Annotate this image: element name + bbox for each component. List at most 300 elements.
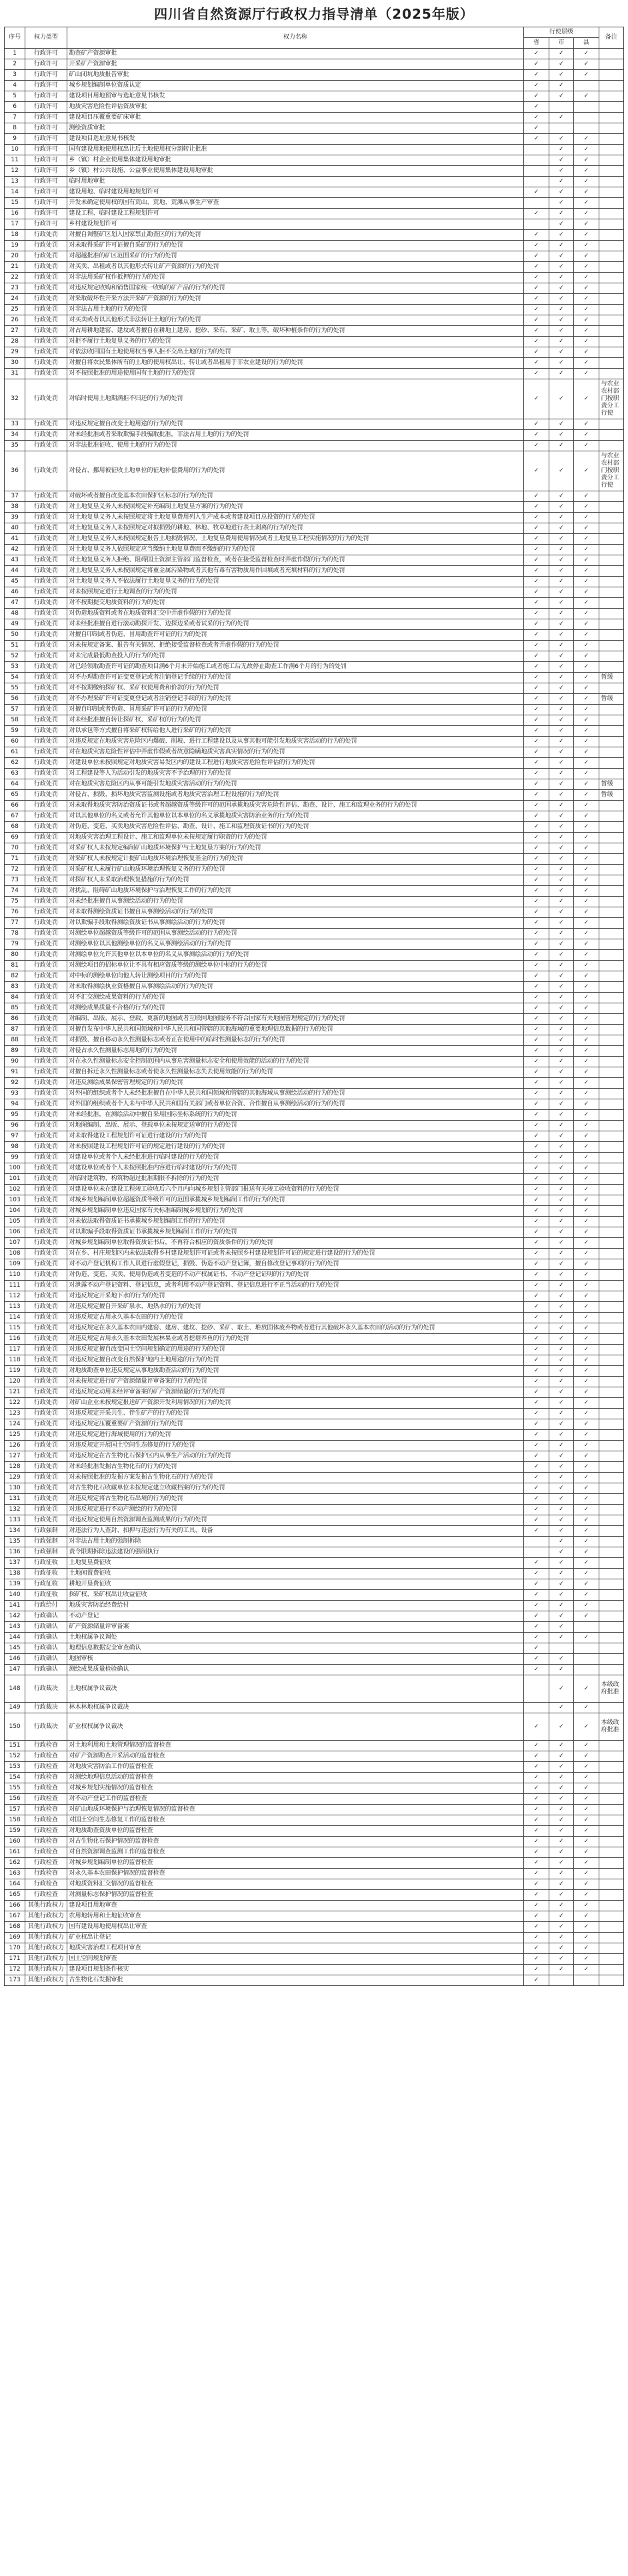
table-row <box>5 715 624 726</box>
cell-type: 行政处罚 <box>25 502 67 513</box>
cell-city: ✓ <box>549 1067 573 1078</box>
cell-name: 古生物化石发掘审批 <box>67 1975 524 1986</box>
cell-type: 行政处罚 <box>25 1366 67 1377</box>
cell-no: 168 <box>5 1922 25 1933</box>
table-row <box>5 1869 624 1879</box>
cell-no: 56 <box>5 694 25 705</box>
table-row <box>5 1773 624 1783</box>
table-row <box>5 1783 624 1794</box>
cell-note <box>599 347 623 358</box>
cell-name: 对测绘单位超越资质等级许可的范围从事测绘活动的行为的处罚 <box>67 929 524 939</box>
cell-note <box>599 1643 623 1654</box>
table-row <box>5 1227 624 1238</box>
cell-province: ✓ <box>524 1110 549 1121</box>
cell-name: 对未经批准，在测绘活动中擅自采用国际坐标系统的行为的处罚 <box>67 1110 524 1121</box>
table-row <box>5 1163 624 1174</box>
cell-type: 其他行政权力 <box>25 1954 67 1965</box>
table-row <box>5 939 624 950</box>
cell-county: ✓ <box>574 305 599 315</box>
cell-city: ✓ <box>549 1547 573 1558</box>
cell-name: 对未按规定备案、报告有关情况、拒绝接受监督检查或者弄虚作假的行为的处罚 <box>67 641 524 651</box>
cell-note <box>599 49 623 59</box>
cell-city: ✓ <box>549 875 573 886</box>
cell-type: 行政处罚 <box>25 441 67 451</box>
cell-county: ✓ <box>574 790 599 801</box>
cell-note <box>599 1975 623 1986</box>
cell-note <box>599 566 623 577</box>
cell-name: 地图审核 <box>67 1654 524 1665</box>
cell-type: 行政处罚 <box>25 971 67 982</box>
table-row <box>5 262 624 273</box>
table-row <box>5 993 624 1003</box>
table-row <box>5 971 624 982</box>
cell-no: 103 <box>5 1195 25 1206</box>
cell-county: ✓ <box>574 502 599 513</box>
cell-type: 行政强制 <box>25 1526 67 1537</box>
cell-note <box>599 1933 623 1943</box>
cell-name: 国有建设用地使用权出让审查 <box>67 1922 524 1933</box>
cell-city: ✓ <box>549 1473 573 1483</box>
cell-name: 对未经批准或者采取欺骗手段骗取批准，非法占用土地的行为的处罚 <box>67 430 524 441</box>
cell-note <box>599 1505 623 1515</box>
cell-type: 行政许可 <box>25 91 67 102</box>
cell-type: 行政检查 <box>25 1869 67 1879</box>
cell-name: 对违反规定在地质灾害危险区内爆破、削坡、进行工程建设以及从事其他可能引发地质灾害活动的行为的处罚 <box>67 737 524 747</box>
cell-no: 166 <box>5 1901 25 1911</box>
cell-province: ✓ <box>524 939 549 950</box>
table-row <box>5 451 624 491</box>
cell-name: 对以其他单位的名义或者允许其他单位以本单位的名义承揽地质灾害防治业务的行为的处罚 <box>67 811 524 822</box>
cell-province: ✓ <box>524 865 549 875</box>
table-row <box>5 1174 624 1185</box>
cell-city: ✓ <box>549 1579 573 1590</box>
table-row <box>5 523 624 534</box>
cell-note <box>599 598 623 609</box>
cell-no: 96 <box>5 1121 25 1131</box>
cell-county: ✓ <box>574 1505 599 1515</box>
cell-province: ✓ <box>524 419 549 430</box>
cell-county: ✓ <box>574 1025 599 1035</box>
cell-county: ✓ <box>574 251 599 262</box>
cell-city: ✓ <box>549 939 573 950</box>
cell-city: ✓ <box>549 513 573 523</box>
cell-note <box>599 1419 623 1430</box>
cell-name: 对未取得测绘执业资格擅自从事测绘活动的行为的处罚 <box>67 982 524 993</box>
cell-county: ✓ <box>574 91 599 102</box>
table-row <box>5 865 624 875</box>
cell-county: ✓ <box>574 1057 599 1067</box>
cell-note <box>599 145 623 155</box>
cell-province: ✓ <box>524 534 549 545</box>
cell-note <box>599 822 623 833</box>
cell-note: 暂缓 <box>599 694 623 705</box>
cell-no: 80 <box>5 950 25 961</box>
cell-county: ✓ <box>574 1826 599 1837</box>
cell-city: ✓ <box>549 1355 573 1366</box>
cell-name: 对采矿权人未按规定计提矿山地质环境治理恢复基金的行为的处罚 <box>67 854 524 865</box>
cell-county: ✓ <box>574 1922 599 1933</box>
cell-province: ✓ <box>524 1419 549 1430</box>
cell-name: 对未取得建设工程规划许可证进行建设的行为的处罚 <box>67 1131 524 1142</box>
cell-name: 对违反规定开展国土空间生态修复的行为的处罚 <box>67 1441 524 1451</box>
cell-county: ✓ <box>574 315 599 326</box>
table-row <box>5 166 624 177</box>
cell-county: ✓ <box>574 177 599 187</box>
cell-city: ✓ <box>549 1665 573 1675</box>
cell-province: ✓ <box>524 1302 549 1313</box>
cell-province: ✓ <box>524 337 549 347</box>
cell-note: 暂缓 <box>599 673 623 683</box>
cell-province: ✓ <box>524 982 549 993</box>
cell-province <box>524 1537 549 1547</box>
cell-county: ✓ <box>574 961 599 971</box>
cell-name: 对依法收回国有土地使用权当事人拒不交出土地的行为的处罚 <box>67 347 524 358</box>
table-row <box>5 1441 624 1451</box>
cell-county: ✓ <box>574 166 599 177</box>
cell-city: ✓ <box>549 865 573 875</box>
cell-no: 85 <box>5 1003 25 1014</box>
cell-name: 对在地质灾害危险性评估中弄虚作假或者故意隐瞒地质灾害真实情况的行为的处罚 <box>67 747 524 758</box>
table-row <box>5 982 624 993</box>
table-row <box>5 1334 624 1345</box>
cell-type: 行政处罚 <box>25 1067 67 1078</box>
cell-city: ✓ <box>549 1762 573 1773</box>
cell-note <box>599 1078 623 1089</box>
cell-type: 行政处罚 <box>25 705 67 715</box>
cell-no: 113 <box>5 1302 25 1313</box>
cell-name: 对以承包等方式擅自将采矿权转给他人进行采矿的行为的处罚 <box>67 726 524 737</box>
cell-county <box>574 1665 599 1675</box>
cell-no: 145 <box>5 1643 25 1654</box>
cell-no: 54 <box>5 673 25 683</box>
table-body <box>5 49 624 1986</box>
cell-province: ✓ <box>524 1078 549 1089</box>
cell-name: 乡村建设规划许可 <box>67 219 524 230</box>
cell-county: ✓ <box>574 971 599 982</box>
cell-city: ✓ <box>549 779 573 790</box>
cell-city: ✓ <box>549 1110 573 1121</box>
cell-no: 92 <box>5 1078 25 1089</box>
cell-type: 行政处罚 <box>25 822 67 833</box>
cell-type: 行政处罚 <box>25 1355 67 1366</box>
cell-no: 149 <box>5 1703 25 1713</box>
cell-no: 100 <box>5 1163 25 1174</box>
cell-county: ✓ <box>574 1741 599 1751</box>
table-row <box>5 1741 624 1751</box>
cell-province: ✓ <box>524 1099 549 1110</box>
cell-city: ✓ <box>549 1195 573 1206</box>
cell-name: 对古生物化石保护情况的监督检查 <box>67 1837 524 1847</box>
cell-type: 行政处罚 <box>25 1259 67 1270</box>
cell-province: ✓ <box>524 1281 549 1291</box>
cell-no: 141 <box>5 1601 25 1611</box>
cell-note <box>599 294 623 305</box>
cell-type: 行政处罚 <box>25 662 67 673</box>
cell-type: 行政处罚 <box>25 1377 67 1387</box>
cell-name: 对土地复垦义务人未按照规定补充编制土地复垦方案的行为的处罚 <box>67 502 524 513</box>
cell-province: ✓ <box>524 1505 549 1515</box>
table-row <box>5 1270 624 1281</box>
cell-city: ✓ <box>549 1537 573 1547</box>
cell-name: 对土地复垦义务人未按照规定将重金属污染物或者其他有毒有害物质用作回填或者充填材料的行为的处罚 <box>67 566 524 577</box>
cell-province: ✓ <box>524 262 549 273</box>
table-row <box>5 1703 624 1713</box>
cell-no: 95 <box>5 1110 25 1121</box>
cell-city: ✓ <box>549 854 573 865</box>
cell-note <box>599 811 623 822</box>
cell-county: ✓ <box>574 1110 599 1121</box>
cell-city: ✓ <box>549 1494 573 1505</box>
cell-province: ✓ <box>524 49 549 59</box>
cell-province: ✓ <box>524 241 549 251</box>
cell-province: ✓ <box>524 1046 549 1057</box>
cell-province: ✓ <box>524 779 549 790</box>
cell-province: ✓ <box>524 1174 549 1185</box>
cell-no: 169 <box>5 1933 25 1943</box>
cell-province: ✓ <box>524 1014 549 1025</box>
cell-county: ✓ <box>574 907 599 918</box>
cell-county: ✓ <box>574 1046 599 1057</box>
cell-province: ✓ <box>524 843 549 854</box>
cell-note <box>599 1569 623 1579</box>
cell-no: 30 <box>5 358 25 369</box>
table-row <box>5 1185 624 1195</box>
cell-name: 对破坏或者擅自改变基本农田保护区标志的行为的处罚 <box>67 491 524 502</box>
cell-county: ✓ <box>574 1462 599 1473</box>
cell-city: ✓ <box>549 1003 573 1014</box>
cell-name: 对买卖或者以其他形式非法转让土地的行为的处罚 <box>67 315 524 326</box>
cell-type: 行政处罚 <box>25 854 67 865</box>
table-row <box>5 1249 624 1259</box>
cell-county: ✓ <box>574 1558 599 1569</box>
cell-name: 土地权属争议调处 <box>67 1633 524 1643</box>
cell-name: 对违反测绘成果保密管理规定的行为的处罚 <box>67 1078 524 1089</box>
cell-county: ✓ <box>574 619 599 630</box>
cell-note <box>599 1473 623 1483</box>
cell-name: 对建设单位未按照规定对地质灾害易发区内的建设工程进行地质灾害危险性评估的行为的处罚 <box>67 758 524 769</box>
cell-city: ✓ <box>549 315 573 326</box>
cell-county: ✓ <box>574 1003 599 1014</box>
cell-no: 29 <box>5 347 25 358</box>
cell-type: 行政处罚 <box>25 1174 67 1185</box>
cell-no: 164 <box>5 1879 25 1890</box>
cell-no: 89 <box>5 1046 25 1057</box>
cell-no: 44 <box>5 566 25 577</box>
cell-note <box>599 1110 623 1121</box>
cell-city: ✓ <box>549 337 573 347</box>
cell-name: 对在永久性测量标志安全控制范围内从事危害测量标志安全和使用效能的活动的行为的处罚 <box>67 1057 524 1067</box>
cell-no: 67 <box>5 811 25 822</box>
cell-name: 勘查矿产资源审批 <box>67 49 524 59</box>
cell-city: ✓ <box>549 326 573 337</box>
cell-province: ✓ <box>524 1206 549 1217</box>
cell-note: 与农业农村部门按职责分工行使 <box>599 451 623 491</box>
cell-city: ✓ <box>549 1451 573 1462</box>
cell-type: 行政处罚 <box>25 929 67 939</box>
cell-note <box>599 419 623 430</box>
cell-note <box>599 1067 623 1078</box>
cell-name: 对超越批准的矿区范围采矿的行为的处罚 <box>67 251 524 262</box>
cell-name: 对采矿权人未履行矿山地质环境治理恢复义务的行为的处罚 <box>67 865 524 875</box>
cell-name: 建设用地、临时建设用地规划许可 <box>67 187 524 198</box>
cell-province: ✓ <box>524 1741 549 1751</box>
cell-name: 对侵占、损毁、损坏地质灾害监测设施或者地质灾害治理工程设施的行为的处罚 <box>67 790 524 801</box>
cell-city: ✓ <box>549 1046 573 1057</box>
cell-note <box>599 1783 623 1794</box>
cell-no: 8 <box>5 123 25 134</box>
cell-province: ✓ <box>524 662 549 673</box>
table-row <box>5 294 624 305</box>
cell-no: 86 <box>5 1014 25 1025</box>
cell-name: 对矿产资源勘查开采活动的监督检查 <box>67 1751 524 1762</box>
cell-name: 对已经领取勘查许可证的勘查项目满6个月未开始施工或者施工后无故停止勘查工作满6个月的行为的处罚 <box>67 662 524 673</box>
cell-note <box>599 209 623 219</box>
cell-city: ✓ <box>549 566 573 577</box>
cell-no: 22 <box>5 273 25 283</box>
cell-province: ✓ <box>524 1238 549 1249</box>
cell-type: 行政处罚 <box>25 1494 67 1505</box>
cell-province: ✓ <box>524 737 549 747</box>
cell-province: ✓ <box>524 918 549 929</box>
cell-note <box>599 1741 623 1751</box>
cell-city: ✓ <box>549 609 573 619</box>
cell-note <box>599 155 623 166</box>
cell-type: 行政处罚 <box>25 1398 67 1409</box>
cell-province: ✓ <box>524 1441 549 1451</box>
cell-county: ✓ <box>574 59 599 70</box>
table-row <box>5 1153 624 1163</box>
cell-province: ✓ <box>524 1943 549 1954</box>
cell-type: 行政处罚 <box>25 230 67 241</box>
cell-city: ✓ <box>549 801 573 811</box>
cell-type: 行政处罚 <box>25 769 67 779</box>
cell-type: 行政处罚 <box>25 1025 67 1035</box>
cell-note <box>599 619 623 630</box>
cell-type: 行政处罚 <box>25 1249 67 1259</box>
cell-type: 行政处罚 <box>25 513 67 523</box>
cell-note <box>599 1703 623 1713</box>
cell-province: ✓ <box>524 907 549 918</box>
cell-province: ✓ <box>524 1334 549 1345</box>
cell-name: 对伪造、变造、买卖、使用伪造或者变造的不动产权属证书、不动产登记证明的行为的处罚 <box>67 1270 524 1281</box>
cell-province: ✓ <box>524 1665 549 1675</box>
cell-county: ✓ <box>574 694 599 705</box>
table-row <box>5 1933 624 1943</box>
cell-name: 对矿山企业未按规定报送矿产资源开发利用情况的行为的处罚 <box>67 1398 524 1409</box>
cell-province: ✓ <box>524 875 549 886</box>
cell-type: 行政处罚 <box>25 545 67 555</box>
cell-county: ✓ <box>574 1547 599 1558</box>
cell-type: 行政处罚 <box>25 358 67 369</box>
cell-city: ✓ <box>549 1131 573 1142</box>
cell-province: ✓ <box>524 993 549 1003</box>
cell-name: 城乡规划编制单位资质认定 <box>67 81 524 91</box>
cell-note <box>599 305 623 315</box>
cell-no: 20 <box>5 251 25 262</box>
cell-name: 对买卖、出租或者以其他形式转让矿产资源的行为的处罚 <box>67 262 524 273</box>
cell-type: 行政处罚 <box>25 801 67 811</box>
cell-no: 6 <box>5 102 25 113</box>
cell-type: 行政处罚 <box>25 993 67 1003</box>
cell-no: 18 <box>5 230 25 241</box>
table-row <box>5 1451 624 1462</box>
table-row <box>5 251 624 262</box>
cell-type: 行政处罚 <box>25 747 67 758</box>
cell-name: 对地质灾害治理工程设计、施工和监理单位未按规定履行职责的行为的处罚 <box>67 833 524 843</box>
cell-type: 行政许可 <box>25 81 67 91</box>
cell-no: 106 <box>5 1227 25 1238</box>
cell-note <box>599 854 623 865</box>
table-row <box>5 1046 624 1057</box>
cell-name: 对未取得地质灾害防治资质证书或者超越资质等级许可的范围承揽地质灾害危险性评估、勘查、设计、施工和监理业务的行为的处罚 <box>67 801 524 811</box>
cell-county: ✓ <box>574 1259 599 1270</box>
cell-city: ✓ <box>549 1890 573 1901</box>
cell-type: 行政处罚 <box>25 587 67 598</box>
cell-city: ✓ <box>549 673 573 683</box>
cell-name: 对探矿权人未采取治理恢复措施的行为的处罚 <box>67 875 524 886</box>
table-row <box>5 198 624 209</box>
cell-county: ✓ <box>574 241 599 251</box>
cell-county: ✓ <box>574 641 599 651</box>
table-row <box>5 1430 624 1441</box>
cell-city: ✓ <box>549 1815 573 1826</box>
cell-name: 对工程建设等人为活动引发的地质灾害不予治理的行为的处罚 <box>67 769 524 779</box>
cell-name: 对不按期缴纳探矿权、采矿权使用费和价款的行为的处罚 <box>67 683 524 694</box>
cell-city: ✓ <box>549 843 573 854</box>
cell-type: 行政许可 <box>25 49 67 59</box>
cell-province: ✓ <box>524 1826 549 1837</box>
cell-province: ✓ <box>524 651 549 662</box>
cell-city: ✓ <box>549 1703 573 1713</box>
cell-city: ✓ <box>549 419 573 430</box>
cell-province: ✓ <box>524 1153 549 1163</box>
cell-no: 35 <box>5 441 25 451</box>
cell-note <box>599 1313 623 1323</box>
cell-province: ✓ <box>524 1633 549 1643</box>
cell-county: ✓ <box>574 1675 599 1703</box>
header-city: 市 <box>549 38 573 49</box>
table-row <box>5 1462 624 1473</box>
cell-province: ✓ <box>524 1815 549 1826</box>
cell-note <box>599 1121 623 1131</box>
cell-city: ✓ <box>549 747 573 758</box>
cell-county: ✓ <box>574 1579 599 1590</box>
cell-type: 行政处罚 <box>25 1057 67 1067</box>
cell-type: 行政处罚 <box>25 1046 67 1057</box>
cell-name: 对永久基本农田保护情况的监督检查 <box>67 1869 524 1879</box>
cell-province: ✓ <box>524 451 549 491</box>
cell-type: 行政处罚 <box>25 673 67 683</box>
cell-city: ✓ <box>549 1713 573 1741</box>
cell-city: ✓ <box>549 726 573 737</box>
cell-no: 93 <box>5 1089 25 1099</box>
cell-province: ✓ <box>524 1057 549 1067</box>
cell-name: 对建设单位或者个人未经批准进行临时建设的行为的处罚 <box>67 1153 524 1163</box>
cell-no: 160 <box>5 1837 25 1847</box>
cell-name: 测绘成果质量检验确认 <box>67 1665 524 1675</box>
cell-no: 72 <box>5 865 25 875</box>
cell-county: ✓ <box>574 1142 599 1153</box>
cell-type: 行政处罚 <box>25 1142 67 1153</box>
cell-note <box>599 1259 623 1270</box>
cell-city <box>549 102 573 113</box>
cell-type: 行政处罚 <box>25 1014 67 1025</box>
cell-province: ✓ <box>524 441 549 451</box>
cell-note <box>599 1526 623 1537</box>
cell-province: ✓ <box>524 1837 549 1847</box>
cell-name: 对采取破坏性开采方法开采矿产资源的行为的处罚 <box>67 294 524 305</box>
cell-city: ✓ <box>549 1185 573 1195</box>
